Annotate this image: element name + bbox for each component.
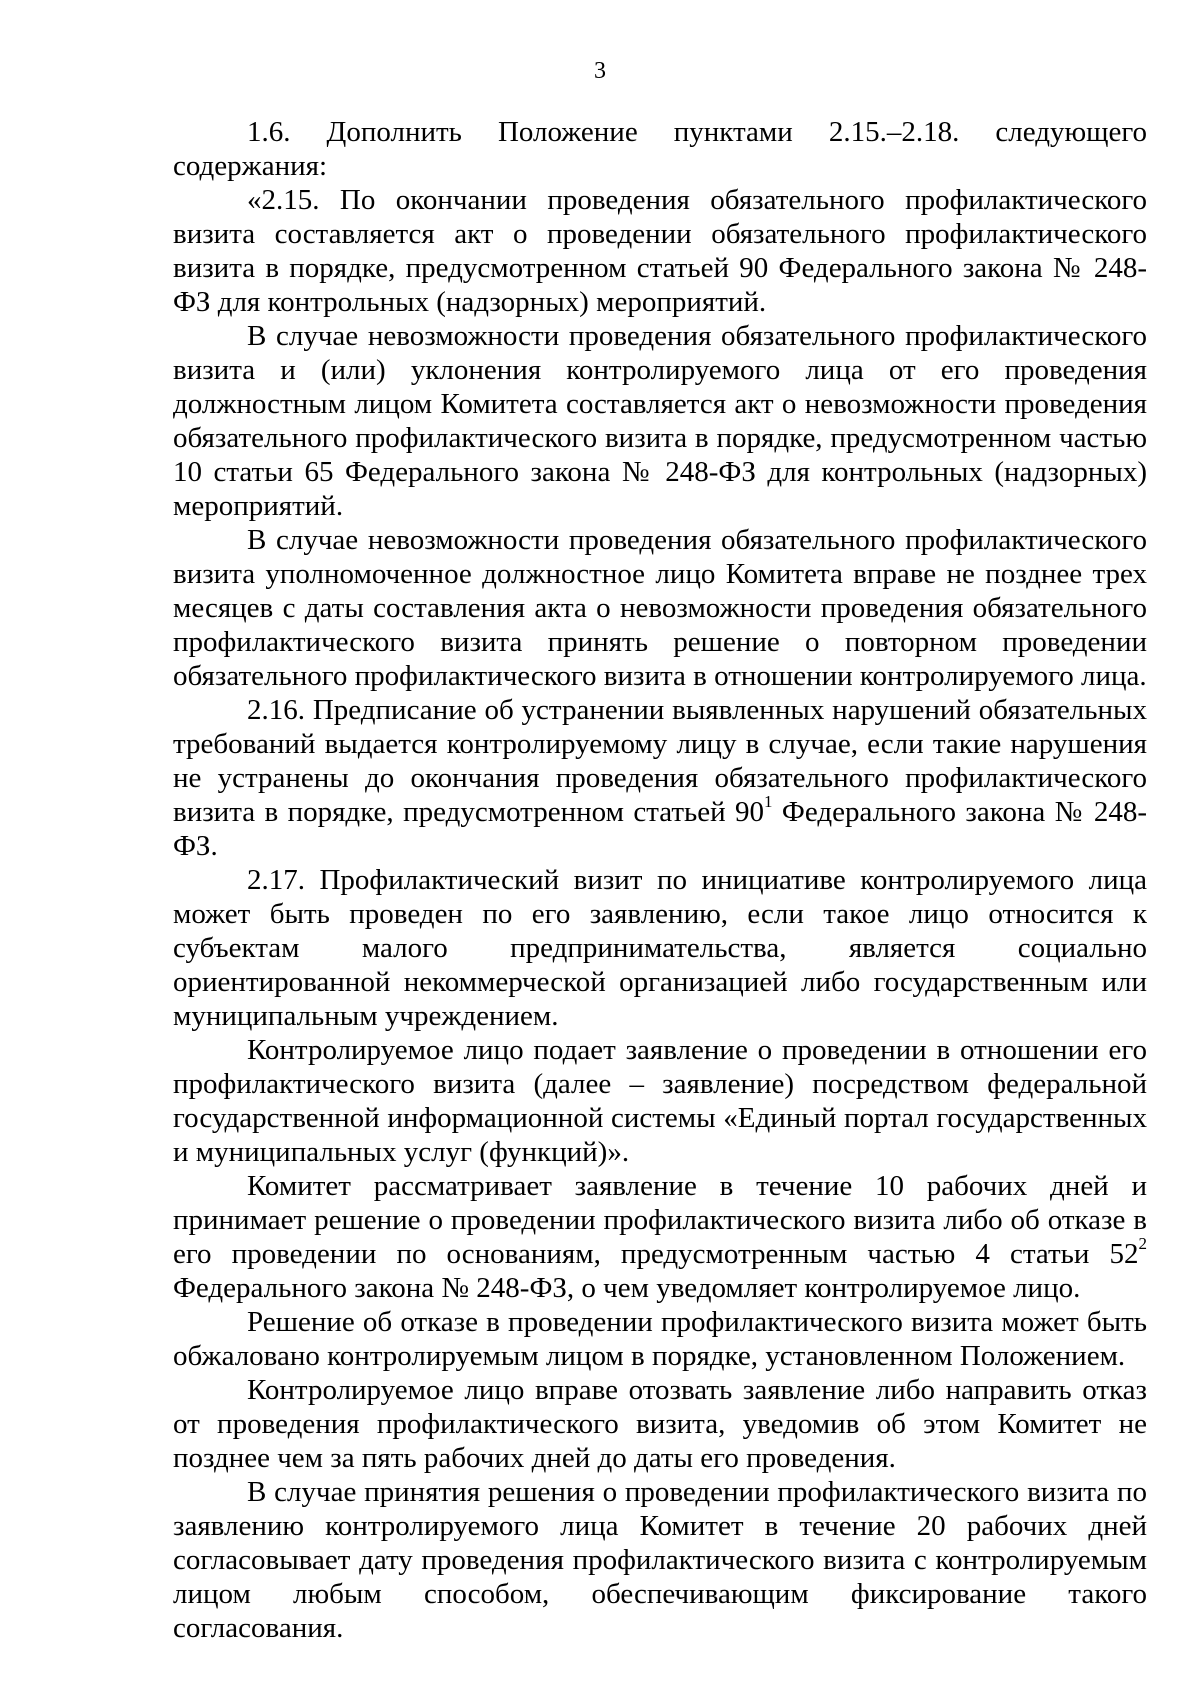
paragraph-2-16-text: 2.16. Предписание об устранении выявленных нарушений обязательных требований выдается контролируемому лицу в случае, если такие нарушения не устранены до окончания проведения обязательного профилактического визита в порядке, предусмотренном статьей 90 <box>173 694 1147 828</box>
superscript-1: 1 <box>764 792 773 812</box>
paragraph-2-17-review <box>173 1169 1147 1305</box>
paragraph-2-17-appeal: Решение об отказе в проведении профилактического визита может быть обжаловано контролируемым лицом в порядке, установленном Положением. <box>173 1306 1147 1372</box>
page-number: 3 <box>594 58 606 84</box>
paragraph-1-6: 1.6. Дополнить Положение пунктами 2.15.–2.18. следующего содержания: <box>173 116 1147 182</box>
paragraph-2-17-scheduling: В случае принятия решения о проведении профилактического визита по заявлению контролируемого лица Комитет в течение 20 рабочих дней согласовывает дату проведения профилактического визита с контролируемым лицом любым способом, обеспечивающим фиксирование такого согласования. <box>173 1476 1147 1644</box>
paragraph-2-17-review-text: Комитет рассматривает заявление в течение 10 рабочих дней и принимает решение о проведении профилактического визита либо об отказе в его проведении по основаниям, предусмотренным частью 4 статьи 52 <box>173 1170 1147 1270</box>
paragraph-2-15-repeat-visit: В случае невозможности проведения обязательного профилактического визита уполномоченное должностное лицо Комитета вправе не позднее трех месяцев с даты составления акта о невозможности проведения обязательного профилактического визита принять решение о повторном проведении обязательного профилактического визита в отношении контролируемого лица. <box>173 524 1147 692</box>
paragraph-2-17-withdrawal: Контролируемое лицо вправе отозвать заявление либо направить отказ от проведения профилактического визита, уведомив об этом Комитет не позднее чем за пять рабочих дней до даты его проведения. <box>173 1374 1147 1474</box>
paragraph-2-16-text-end: Федерального закона № 248-ФЗ. <box>173 796 1147 862</box>
paragraph-2-17-application: Контролируемое лицо подает заявление о проведении в отношении его профилактического визита (далее – заявление) посредством федеральной государственной информационной системы «Единый портал государственных и муниципальных услуг (функций)». <box>173 1034 1147 1168</box>
superscript-2: 2 <box>1138 1234 1147 1254</box>
paragraph-2-15-impossibility-act: В случае невозможности проведения обязательного профилактического визита и (или) уклонения контролируемого лица от его проведения должностным лицом Комитета составляется акт о невозможности проведения обязательного профилактического визита в порядке, предусмотренном частью 10 статьи 65 Федерального закона № 248-ФЗ для контрольных (надзорных) мероприятий. <box>173 320 1147 522</box>
paragraph-2-15: «2.15. По окончании проведения обязательного профилактического визита составляется акт о проведении обязательного профилактического визита в порядке, предусмотренном статьей 90 Федерального закона № 248-ФЗ для контрольных (надзорных) мероприятий. <box>173 184 1147 318</box>
paragraph-2-16 <box>173 693 1147 863</box>
document-body <box>173 115 1147 1645</box>
paragraph-2-17: 2.17. Профилактический визит по инициативе контролируемого лица может быть проведен по его заявлению, если такое лицо относится к субъектам малого предпринимательства, является социально ориентированной некоммерческой организацией либо государственным или муниципальным учреждением. <box>173 864 1147 1032</box>
paragraph-2-17-review-text-end: Федерального закона № 248-ФЗ, о чем уведомляет контролируемое лицо. <box>173 1272 1081 1304</box>
